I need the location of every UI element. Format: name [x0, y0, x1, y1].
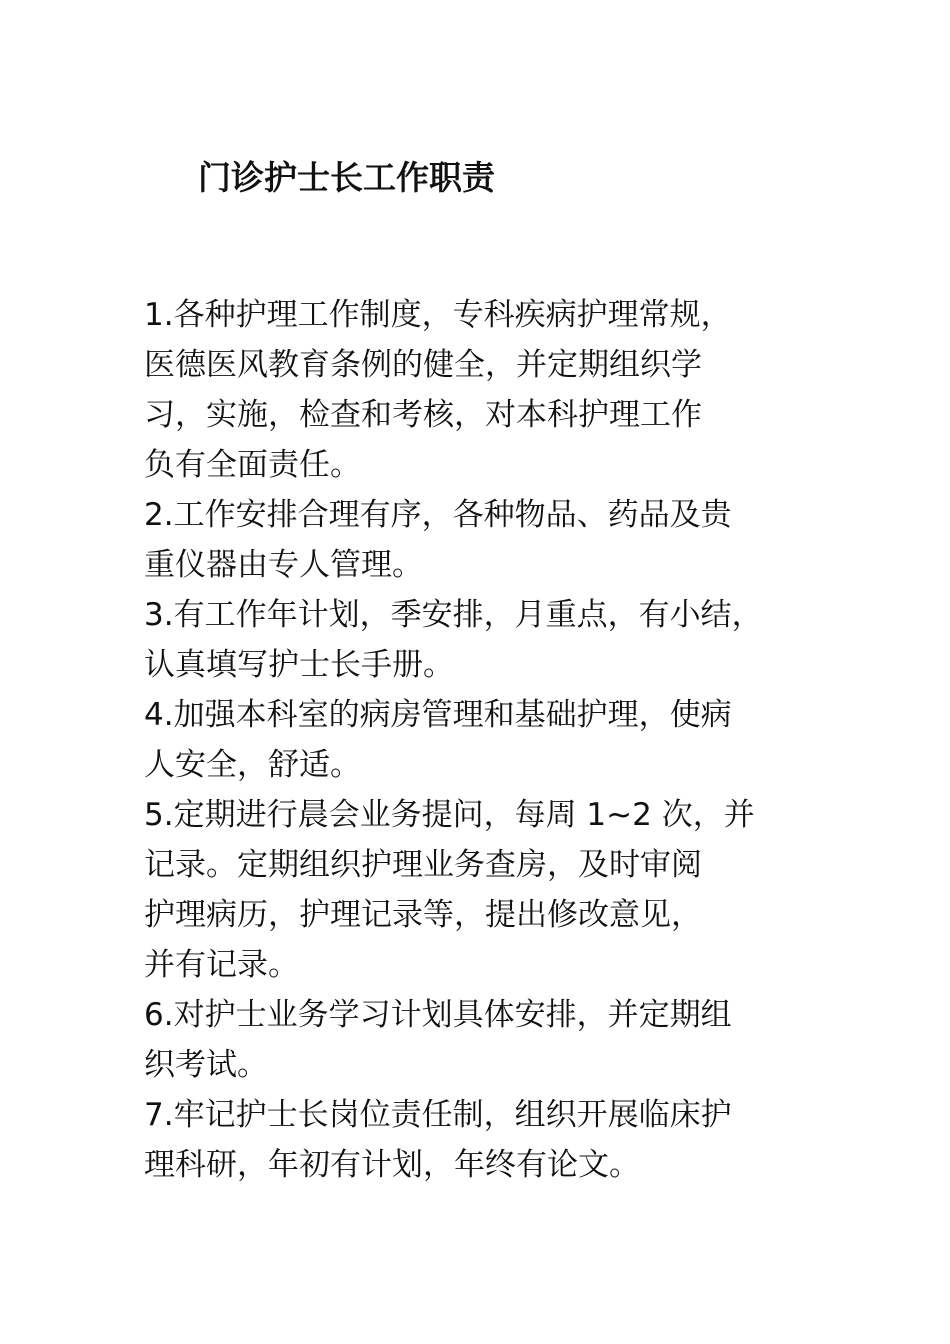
body-line: 负有全面责任。: [144, 447, 361, 483]
body-line: 7.牢记护士长岗位责任制，组织开展临床护: [144, 1097, 732, 1133]
body-line: 6.对护士业务学习计划具体安排，并定期组: [144, 997, 732, 1033]
body-line: 认真填写护士长手册。: [144, 647, 454, 683]
body-line: 人安全，舒适。: [144, 747, 361, 783]
body-line: 护理病历，护理记录等，提出修改意见，: [144, 897, 702, 933]
document-body: [144, 290, 844, 1190]
body-line: 并有记录。: [144, 947, 299, 983]
body-line: 理科研，年初有计划，年终有论文。: [144, 1147, 640, 1183]
body-line: 5.定期进行晨会业务提问，每周 1~2 次，并: [144, 797, 755, 833]
body-line: 习，实施，检查和考核，对本科护理工作: [144, 397, 702, 433]
body-line: 织考试。: [144, 1047, 268, 1083]
body-line: 记录。定期组织护理业务查房，及时审阅: [144, 847, 702, 883]
body-line: 3.有工作年计划，季安排，月重点，有小结，: [144, 597, 763, 633]
body-line: 1.各种护理工作制度，专科疾病护理常规，: [144, 297, 732, 333]
body-line: 2.工作安排合理有序，各种物品、药品及贵: [144, 497, 732, 533]
body-line: 4.加强本科室的病房管理和基础护理，使病: [144, 697, 732, 733]
body-line: 医德医风教育条例的健全，并定期组织学: [144, 347, 702, 383]
body-line: 重仪器由专人管理。: [144, 547, 423, 583]
document-title: 门诊护士长工作职责: [198, 158, 495, 197]
